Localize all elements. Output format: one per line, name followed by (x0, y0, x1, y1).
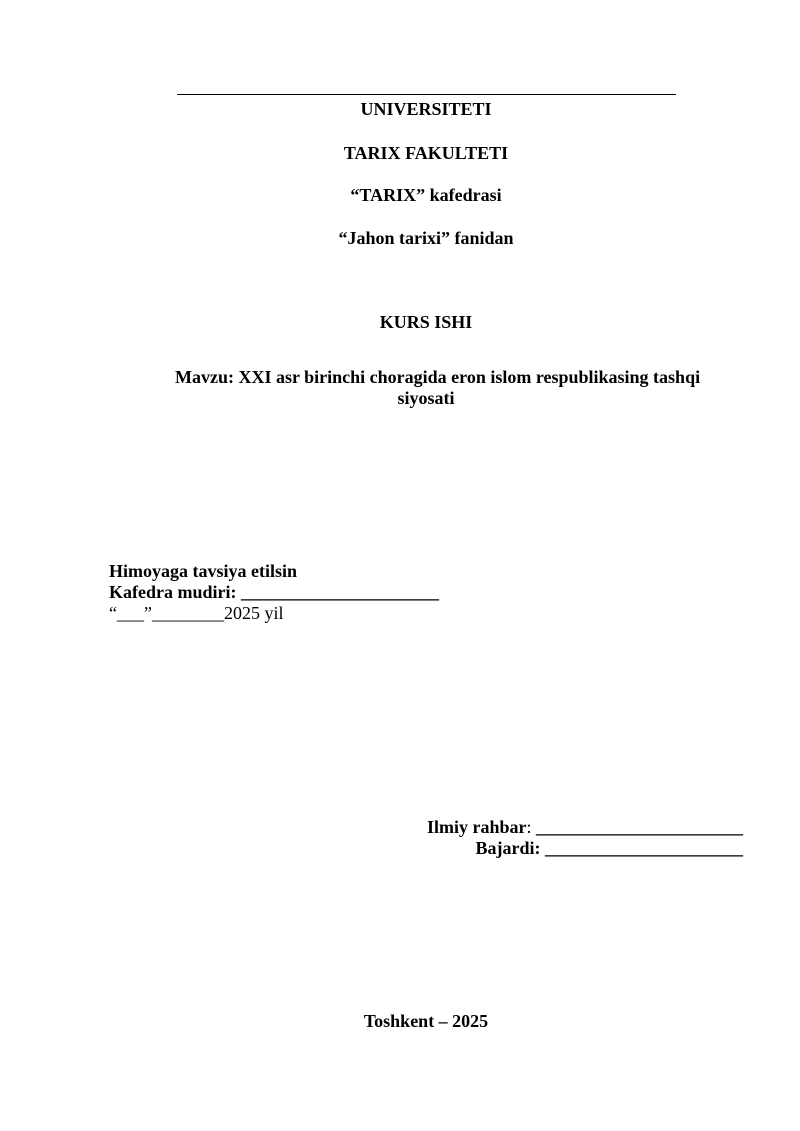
department-head-label: Kafedra mudiri: (109, 582, 237, 602)
work-type-title: KURS ISHI (379, 312, 473, 332)
university-name: UNIVERSITETI (360, 99, 492, 119)
approval-date-line: “___”________2025 yil (109, 603, 284, 623)
subject-name: “Jahon tarixi” fanidan (338, 228, 514, 248)
supervisor-label: Ilmiy rahbar (426, 817, 527, 837)
topic-text: XXI asr birinchi choragida eron islom respublikasing tashqi (238, 367, 701, 387)
top-rule (177, 94, 676, 95)
city-year: Toshkent – 2025 (363, 1011, 489, 1031)
department-head-line (109, 582, 439, 603)
topic-label: Mavzu: (175, 367, 234, 387)
topic-line-1 (175, 367, 700, 388)
supervisor-blank: _______________________ (536, 817, 743, 837)
supervisor-colon: : (526, 817, 532, 837)
supervisor-line (427, 817, 743, 838)
performer-label: Bajardi: (475, 838, 541, 858)
recommend-text: Himoyaga tavsiya etilsin (109, 561, 297, 581)
performer-blank: ______________________ (545, 838, 743, 858)
performer-line (476, 838, 744, 859)
faculty-name: TARIX FAKULTETI (343, 143, 509, 163)
department-name: “TARIX” kafedrasi (350, 185, 502, 205)
department-head-blank: ______________________ (241, 582, 439, 602)
topic-line-2: siyosati (397, 388, 455, 408)
